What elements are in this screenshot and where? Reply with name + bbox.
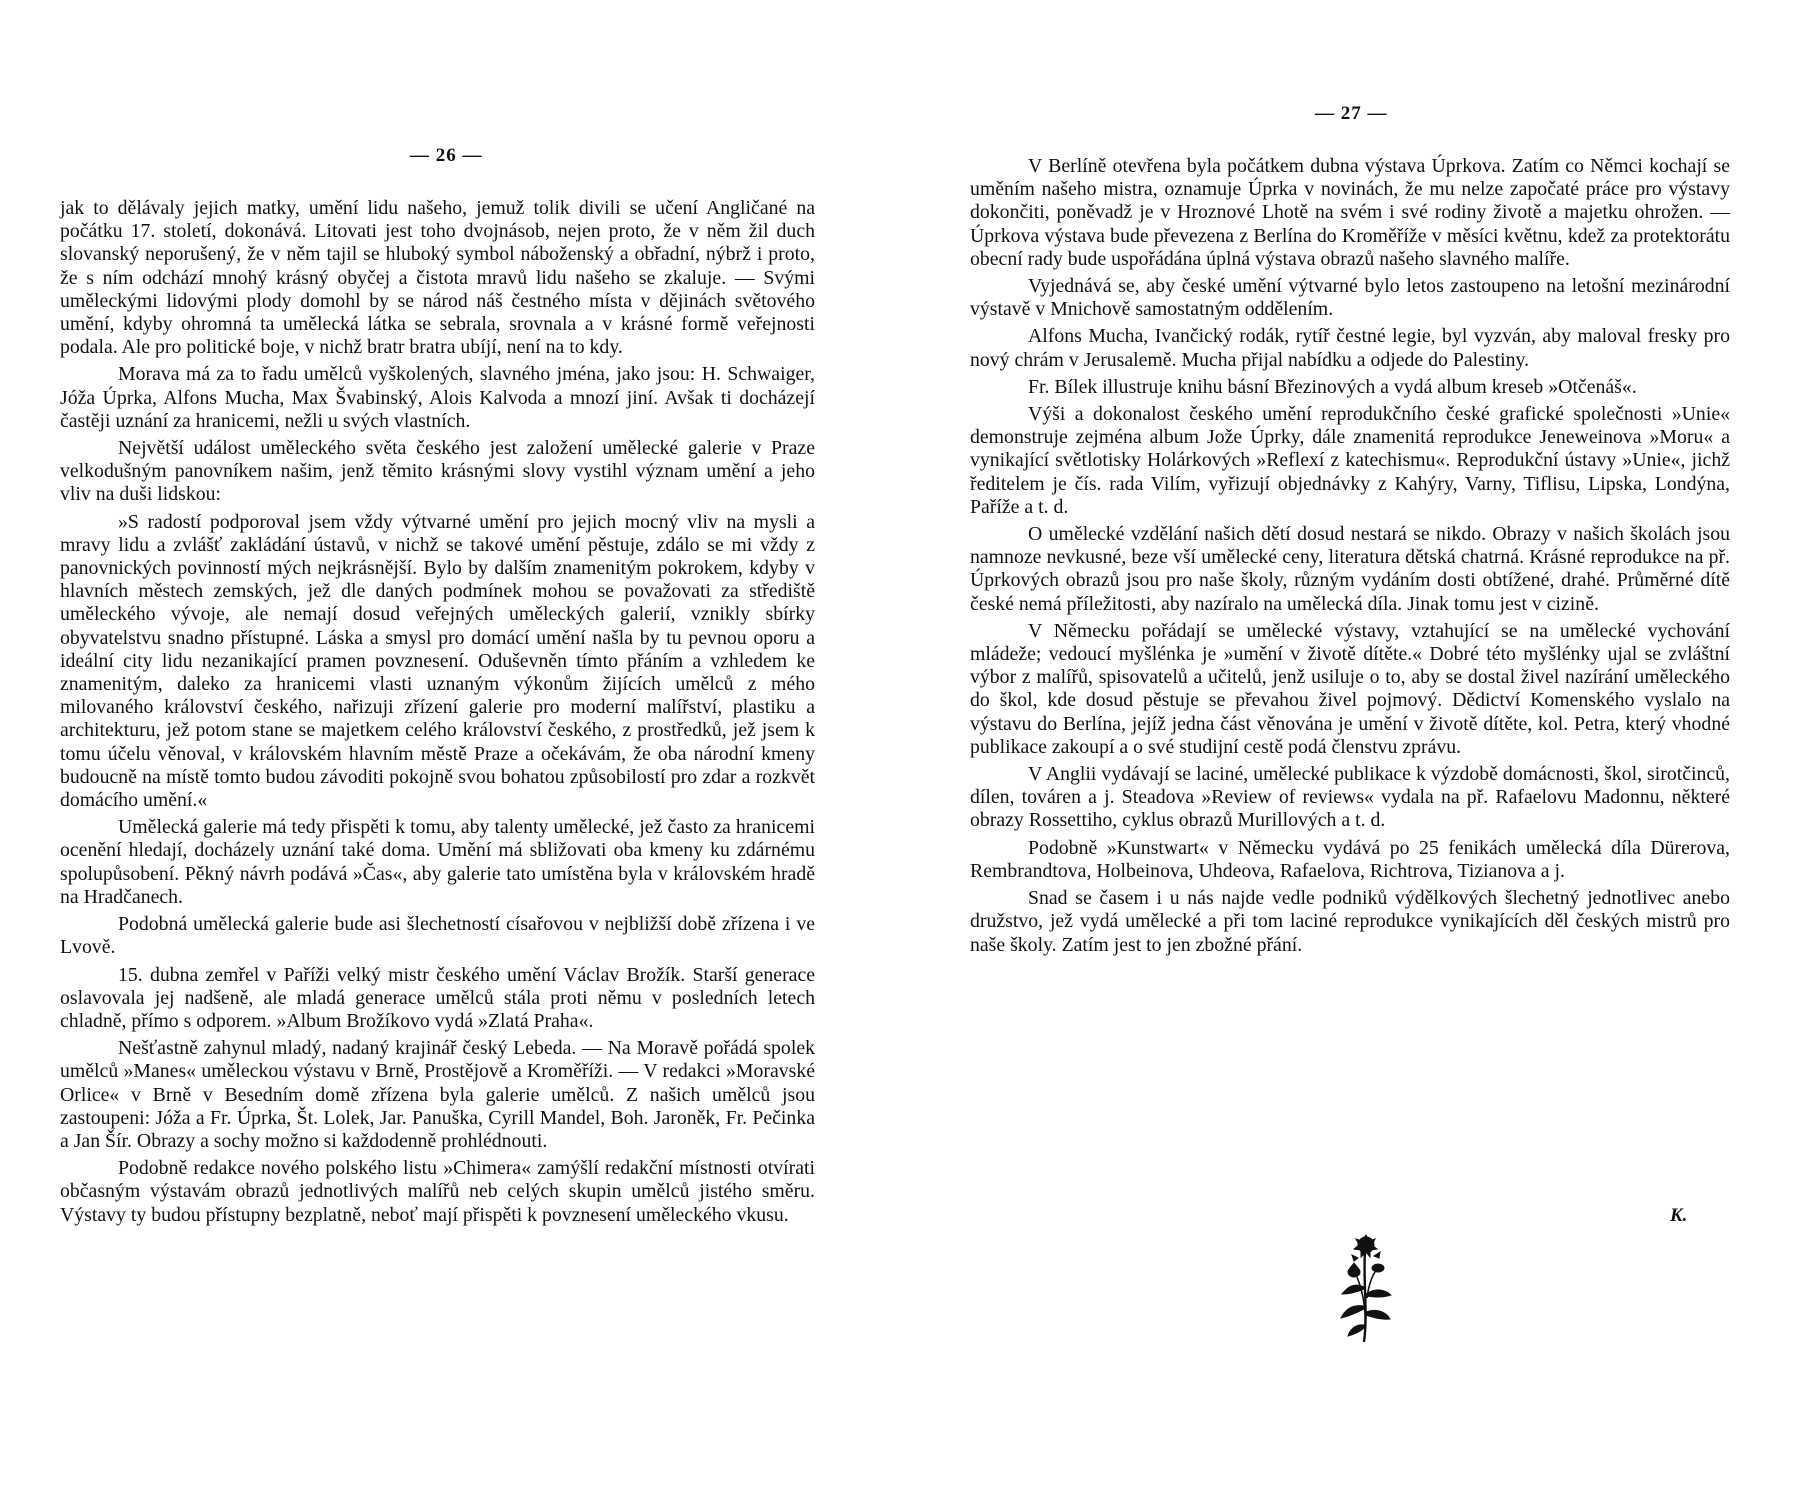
paragraph-left-7: 15. dubna zemřel v Paříži velký mistr českého umění Václav Brožík. Starší generace oslavovala jej nadšeně, ale mladá generace umělců stála proti němu v posledních letech chladně, přímo s odporem. »Album Brožíkovo vydá »Zlatá Praha«. xyxy=(60,963,815,1032)
paragraph-right-1: V Berlíně otevřena byla počátkem dubna výstava Úprkova. Zatím co Němci kochají se uměním našeho mistra, oznamuje Úprka v novinách, že mu nelze započaté práce pro výstavy dokončiti, poněvadž je v Hroznové Lhotě na svém i své rodiny životě a majetku ohrožen. — Úprkova výstava bude převezena z Berlína do Kroměříže v měsíci květnu, kdež za protektorátu obecní rady bude uspořádána úplná výstava obrazů našeho slavného malíře. xyxy=(970,155,1730,270)
paragraph-right-6: O umělecké vzdělání našich dětí dosud nestará se nikdo. Obrazy v našich školách jsou namnoze nevkusné, beze vší umělecké ceny, literatura dětská chatrná. Krásné reprodukce na př. Úprkových obrazů jsou pro naše školy, různým vydáním dosti obtížené, drahé. Průměrné dítě české nemá příležitosti, aby nazíralo na umělecká díla. Jinak tomu jest v cizině. xyxy=(970,523,1730,615)
left-page xyxy=(60,0,815,1500)
emperor-quote: »S radostí podporoval jsem vždy výtvarné umění pro jejich mocný vliv na mysli a mravy lidu a zvlášť zakládání ústavů, v nichž se takové umění pěstuje, zdálo se mi vždy z panovnických povinností mých nejkrásnější. Bylo by dalším znamenitým pokrokem, kdyby v hlavních městech zemských, jež dle daných podmínek mohou se považovati za střediště uměleckého vývoje, ale nemají dosud veřejných uměleckých galerií, vznikly sbírky obyvatelstvu snadno přístupné. Láska a smysl pro domácí umění našla by tu pevnou oporu a ideální city lidu nezanikající pramen povznesení. Oduševněn tímto přáním a vzhledem ke znamenitým, daleko za hranicemi vlasti uznaným výkonům žijících umělců z mého milovaného království českého, nařizuji zřízení galerie pro moderní malířství, plastiku a architekturu, jež potom stane se majetkem celého království českého, z prostředků, jež jsem k tomu účelu věnoval, v královském hlavním městě Praze a očekávám, že oba národní kmeny budoucně na místě tomto budou závoditi pokojně svou bohatou způsobilostí pro zdar a rozkvět domácího umění.« xyxy=(60,510,815,812)
paragraph-right-2: Vyjednává se, aby české umění výtvarné bylo letos zastoupeno na letošní mezinárodní výstavě v Mnichově samostatným oddělením. xyxy=(970,275,1730,321)
paragraph-left-9: Podobně redakce nového polského listu »Chimera« zamýšlí redakční místnosti otvírati občasným výstavám obrazů jednotlivých malířů neb celých skupin umělců jistého směru. Výstavy ty budou přístupny bezplatně, neboť mají přispěti k povznesení uměleckého vkusu. xyxy=(60,1157,815,1226)
paragraph-right-8: V Anglii vydávají se laciné, umělecké publikace k výzdobě domácnosti, škol, sirotčinců, dílen, továren a j. Steadova »Review of reviews« vydala na př. Rafaelovu Madonnu, některé obrazy Rossettiho, cyklus obrazů Murillových a t. d. xyxy=(970,763,1730,832)
flower-ornament-icon xyxy=(1335,1232,1397,1344)
paragraph-right-4: Fr. Bílek illustruje knihu básní Březinových a vydá album kreseb »Otčenáš«. xyxy=(1028,375,1637,398)
paragraph-left-1: jak to dělávaly jejich matky, umění lidu našeho, jemuž tolik divili se učení Angličané na počátku 17. století, dokonává. Litovati jest toho dvojnásob, nejen proto, že v něm žil duch slovanský neporušený, že v něm tajil se hluboký symbol náboženský a obřadní, nýbrž i proto, že s ním odchází mnohý krásný obyčej a čistota mravů lidu našeho se zkaluje. — Svými uměleckými lidovými plody domohl by se národ náš čestného místa v dějinách světového umění, kdyby ohromná ta umělecká látka se sebrala, srovnala a v krásné formě veřejnosti podala. Ale pro politické boje, v nichž bratr bratra ubíjí, není na to kdy. xyxy=(60,197,815,359)
right-page-text xyxy=(970,155,1730,961)
paragraph-left-5: Umělecká galerie má tedy přispěti k tomu, aby talenty umělecké, jež často za hranicemi ocenění hledají, docházely uznání také doma. Umění má sbližovati oba kmeny ku zdárnému spolupůsobení. Pěkný návrh podává »Čas«, aby galerie tato umístěna byla v královském hradě na Hradčanech. xyxy=(60,816,815,908)
paragraph-right-9: Podobně »Kunstwart« v Německu vydává po 25 fenikách umělecká díla Dürerova, Rembrandtova, Holbeinova, Uhdeova, Rafaelova, Richtrova, Tizianova a j. xyxy=(970,836,1730,882)
page-number-left: — 26 — xyxy=(410,145,483,166)
left-page-text xyxy=(60,197,815,1231)
paragraph-left-2: Morava má za to řadu umělců vyškolených, slavného jména, jako jsou: H. Schwaiger, Jóža Úprka, Alfons Mucha, Max Švabinský, Alois Kalvoda a mnozí jiní. Avšak ti docházejí častěji uznání za hranicemi, nežli u svých vlastních. xyxy=(60,363,815,432)
author-signature: K. xyxy=(1670,1205,1688,1226)
paragraph-right-10: Snad se časem i u nás najde vedle podniků výdělkových šlechetný jednotlivec anebo družstvo, jež vydá umělecké a při tom laciné reprodukce vynikajících děl českých mistrů pro naše školy. Zatím jest to jen zbožné přání. xyxy=(970,887,1730,956)
paragraph-right-7: V Německu pořádají se umělecké výstavy, vztahující se na umělecké vychování mládeže; vedoucí myšlénka je »umění v životě dítěte.« Dobré této myšlénky ujal se zvláštní výbor z malířů, spisovatelů a učitelů, jenž usiluje o to, aby se dostal živel nazírání uměleckého do škol, kde dosud pěstuje se převahou živel pojmový. Dědictví Komenského vyslalo na výstavu do Berlína, jejíž jedna část věnována je umění v životě dítěte, kol. Petra, který vhodné publikace zakoupí a o své studijní cestě podá členstvu zprávu. xyxy=(970,619,1730,758)
paragraph-left-8: Nešťastně zahynul mladý, nadaný krajinář český Lebeda. — Na Moravě pořádá spolek umělců »Manes« uměleckou výstavu v Brně, Prostějově a Kroměříži. — V redakci »Moravské Orlice« v Brně v Besedním domě zřízena byla galerie umělců. Z našich umělců jsou zastoupeni: Jóža a Fr. Úprka, Št. Lolek, Jar. Panuška, Cyrill Mandel, Boh. Jaroněk, Fr. Pečinka a Jan Šír. Obrazy a sochy možno si každodenně prohlédnouti. xyxy=(60,1037,815,1152)
page-number-right: — 27 — xyxy=(1315,103,1388,124)
paragraph-left-6: Podobná umělecká galerie bude asi šlechetností císařovou v nejbližší době zřízena i ve Lvově. xyxy=(60,913,815,959)
paragraph-right-3: Alfons Mucha, Ivančický rodák, rytíř čestné legie, byl vyzván, aby maloval fresky pro nový chrám v Jerusalemě. Mucha přijal nabídku a odjede do Palestiny. xyxy=(970,325,1730,371)
paragraph-left-3: Největší událost uměleckého světa českého jest založení umělecké galerie v Praze velkodušným panovníkem našim, jenž těmito krásnými slovy vystihl význam umění a jeho vliv na duši lidskou: xyxy=(60,437,815,506)
paragraph-right-5: Výši a dokonalost českého umění reprodukčního české grafické společnosti »Unie« demonstruje zejména album Jože Úprky, dále znamenitá reprodukce Jeneweinova »Moru« a vynikající světlotisky Holárkových »Reflexí z katechismu«. Reprodukční ústavy »Unie«, jichž ředitelem je čís. rada Vilím, vyřizují objednávky z Kahýry, Varny, Tiflisu, Lipska, Londýna, Paříže a t. d. xyxy=(970,403,1730,518)
right-page xyxy=(970,0,1730,1500)
